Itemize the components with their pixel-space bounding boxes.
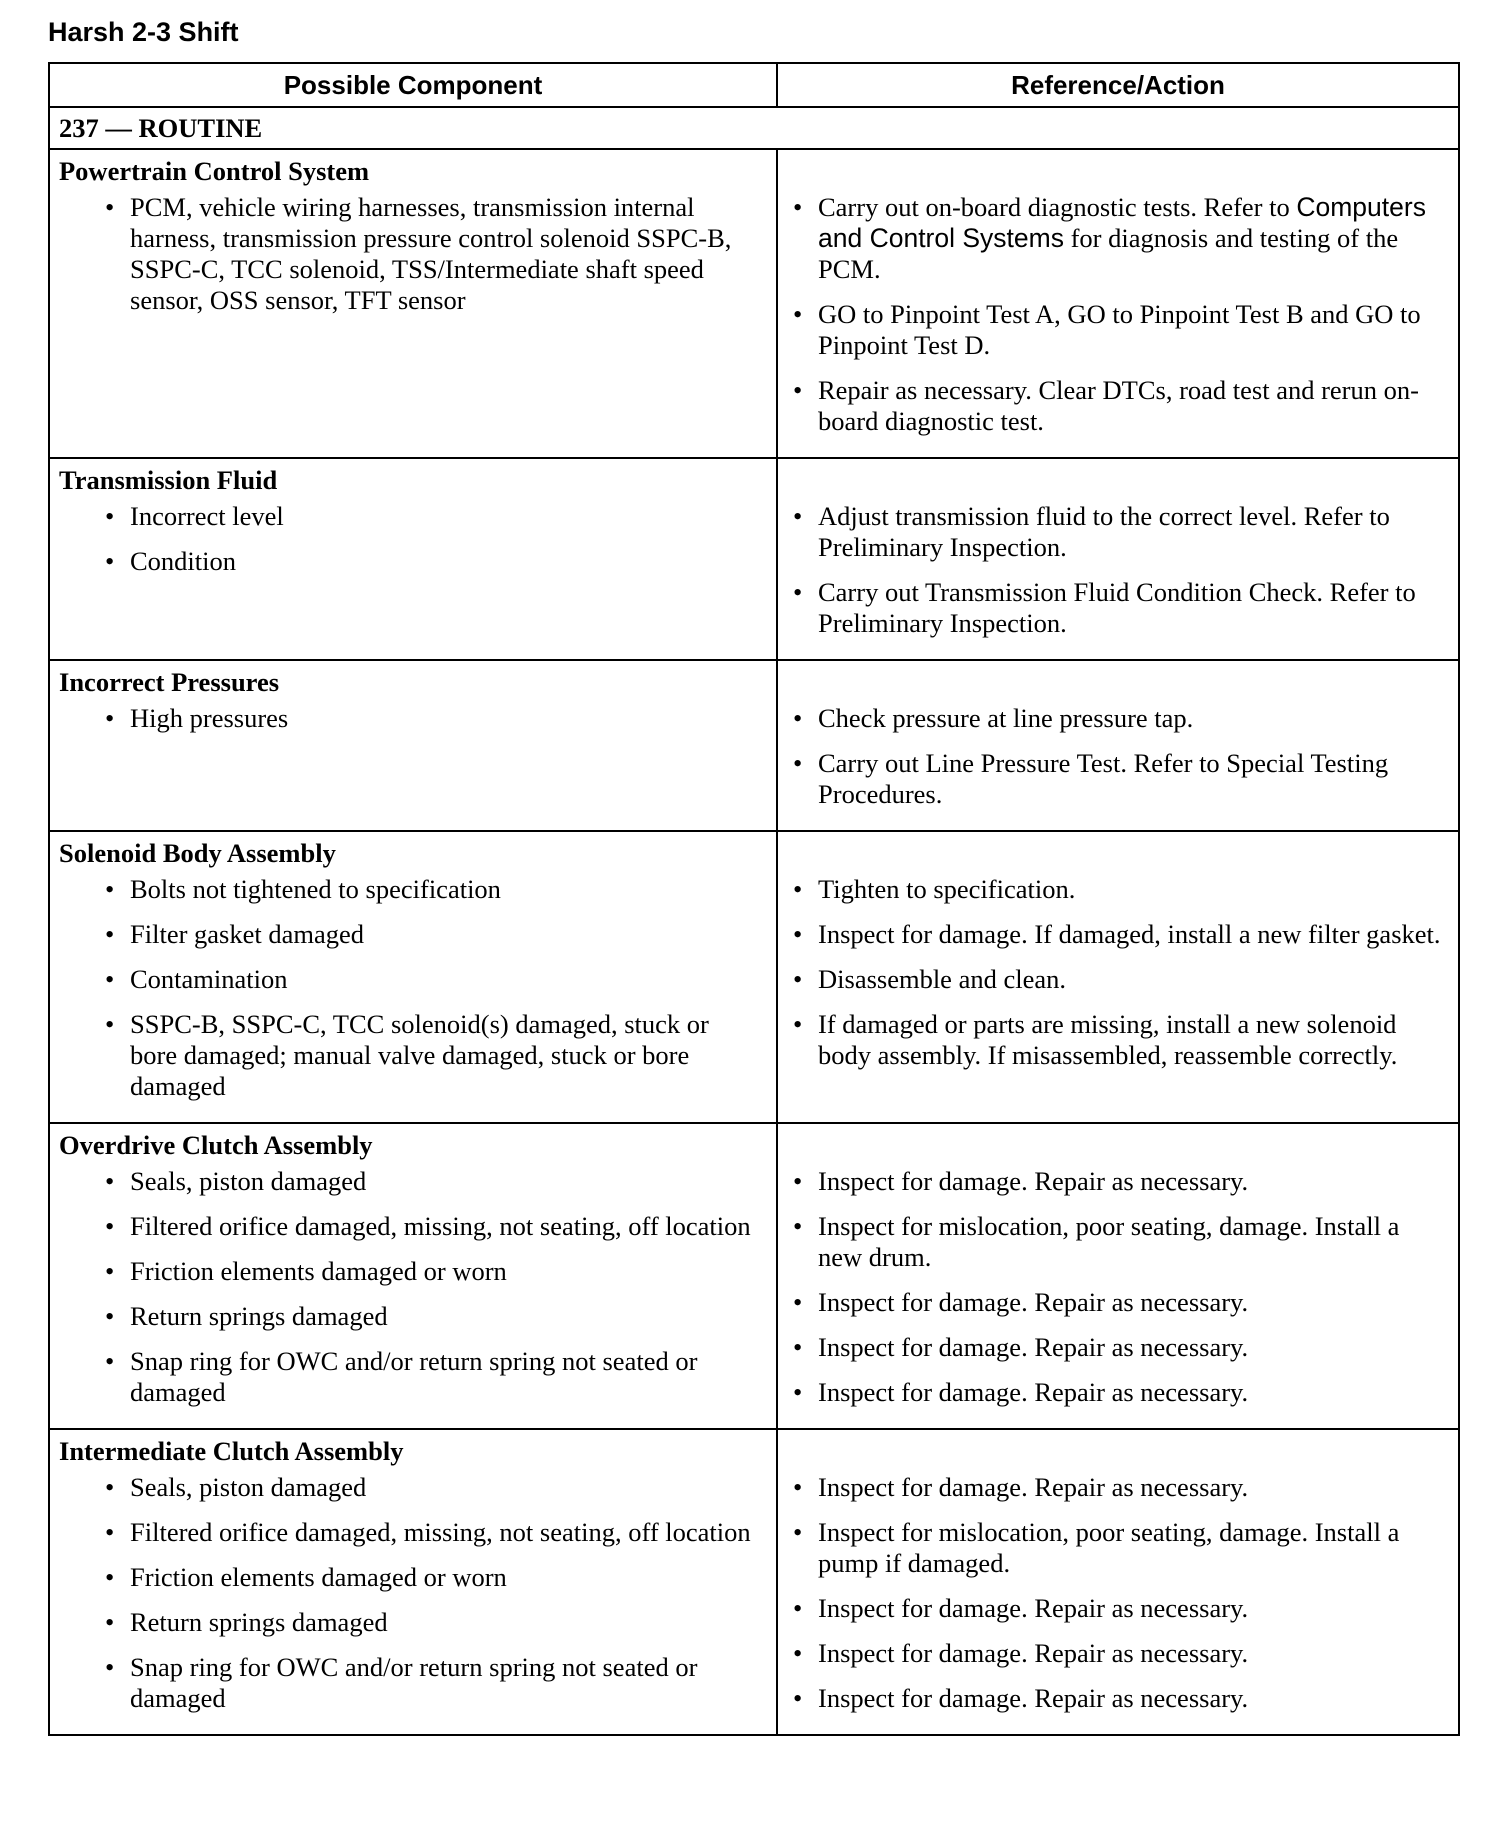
column-header-component: Possible Component: [49, 63, 777, 107]
table-body: [49, 107, 1459, 1735]
action-item: • Inspect for damage. Repair as necessary.: [778, 1166, 1458, 1197]
action-item: • Inspect for damage. Repair as necessary.: [778, 1287, 1458, 1318]
component-list: [50, 869, 776, 1122]
component-item: • Snap ring for OWC and/or return spring not seated or damaged: [50, 1346, 776, 1408]
section-title: Powertrain Control System: [59, 156, 370, 186]
component-list: [50, 187, 776, 336]
component-item: • Return springs damaged: [50, 1607, 776, 1638]
action-item: • Inspect for damage. Repair as necessary.: [778, 1472, 1458, 1503]
action-item: • Tighten to specification.: [778, 874, 1458, 905]
action-list: [778, 832, 1458, 1091]
component-item: • Seals, piston damaged: [50, 1472, 776, 1503]
component-item: • High pressures: [50, 703, 776, 734]
code-row: [49, 107, 1459, 149]
action-item: • Inspect for damage. Repair as necessary.: [778, 1638, 1458, 1669]
action-item: • Disassemble and clean.: [778, 964, 1458, 995]
action-list: [778, 661, 1458, 830]
action-item: • Repair as necessary. Clear DTCs, road test and rerun on-board diagnostic test.: [778, 375, 1458, 437]
action-item: • Inspect for damage. Repair as necessary.: [778, 1332, 1458, 1363]
action-item: • Carry out Transmission Fluid Condition Check. Refer to Preliminary Inspection.: [778, 577, 1458, 639]
action-cell: [777, 1429, 1459, 1735]
section-title: Incorrect Pressures: [59, 667, 280, 697]
component-item: • Return springs damaged: [50, 1301, 776, 1332]
component-item: • PCM, vehicle wiring harnesses, transmission internal harness, transmission pressure control solenoid SSPC-B, SSPC-C, TCC solenoid, TSS/Intermediate shaft speed sensor, OSS sensor, TFT sensor: [50, 192, 776, 316]
component-item: • Snap ring for OWC and/or return spring not seated or damaged: [50, 1652, 776, 1714]
action-item: • Inspect for damage. Repair as necessary.: [778, 1593, 1458, 1624]
action-list: [778, 1430, 1458, 1734]
action-item: • Inspect for damage. Repair as necessary.: [778, 1683, 1458, 1714]
action-list: [778, 1124, 1458, 1428]
action-text: Carry out on-board diagnostic tests. Refer to: [818, 192, 1297, 222]
component-cell: [49, 149, 777, 458]
table-header-row: [49, 63, 1459, 107]
section-title: Intermediate Clutch Assembly: [59, 1436, 404, 1466]
section-row-overdrive-clutch-assembly: [49, 1123, 1459, 1429]
action-item: [778, 192, 1458, 285]
component-cell: [49, 458, 777, 660]
action-list: [778, 150, 1458, 457]
action-item: • Inspect for damage. Repair as necessary.: [778, 1377, 1458, 1408]
action-cell: [777, 149, 1459, 458]
component-item: • Contamination: [50, 964, 776, 995]
action-item: • GO to Pinpoint Test A, GO to Pinpoint Test B and GO to Pinpoint Test D.: [778, 299, 1458, 361]
action-cell: [777, 1123, 1459, 1429]
diagnostic-table: [48, 62, 1460, 1736]
component-item: • Condition: [50, 546, 776, 577]
component-item: • Filtered orifice damaged, missing, not seating, off location: [50, 1517, 776, 1548]
page-title: Harsh 2-3 Shift: [48, 17, 239, 47]
component-cell: [49, 660, 777, 831]
manual-section-reference: Computers and Control Systems: [818, 192, 1426, 253]
action-item: • Adjust transmission fluid to the correct level. Refer to Preliminary Inspection.: [778, 501, 1458, 563]
section-row-incorrect-pressures: [49, 660, 1459, 831]
section-title: Solenoid Body Assembly: [59, 838, 336, 868]
section-row-solenoid-body-assembly: [49, 831, 1459, 1123]
action-item: • Inspect for mislocation, poor seating, damage. Install a new drum.: [778, 1211, 1458, 1273]
action-list: [778, 459, 1458, 659]
action-item: • If damaged or parts are missing, install a new solenoid body assembly. If misassembled, reassemble correctly.: [778, 1009, 1458, 1071]
action-cell: [777, 831, 1459, 1123]
component-list: [50, 698, 776, 754]
document-page: [48, 14, 1458, 1736]
section-title: Overdrive Clutch Assembly: [59, 1130, 373, 1160]
component-item: • Incorrect level: [50, 501, 776, 532]
component-item: • Seals, piston damaged: [50, 1166, 776, 1197]
component-item: • SSPC-B, SSPC-C, TCC solenoid(s) damaged, stuck or bore damaged; manual valve damaged, stuck or bore damaged: [50, 1009, 776, 1102]
section-row-powertrain-control-system: [49, 149, 1459, 458]
action-item: • Inspect for mislocation, poor seating, damage. Install a pump if damaged.: [778, 1517, 1458, 1579]
routine-code: 237 — ROUTINE: [49, 107, 1459, 149]
section-title: Transmission Fluid: [59, 465, 278, 495]
section-row-transmission-fluid: [49, 458, 1459, 660]
action-item: • Inspect for damage. If damaged, install a new filter gasket.: [778, 919, 1458, 950]
action-item: • Check pressure at line pressure tap.: [778, 703, 1458, 734]
component-item: • Friction elements damaged or worn: [50, 1256, 776, 1287]
component-cell: [49, 1123, 777, 1429]
action-item: • Carry out Line Pressure Test. Refer to Special Testing Procedures.: [778, 748, 1458, 810]
action-cell: [777, 660, 1459, 831]
section-row-intermediate-clutch-assembly: [49, 1429, 1459, 1735]
component-list: [50, 496, 776, 597]
component-item: • Friction elements damaged or worn: [50, 1562, 776, 1593]
component-cell: [49, 1429, 777, 1735]
component-cell: [49, 831, 777, 1123]
column-header-action: Reference/Action: [777, 63, 1459, 107]
action-text: for diagnosis and testing of the PCM.: [818, 223, 1399, 284]
component-item: • Bolts not tightened to specification: [50, 874, 776, 905]
component-item: • Filter gasket damaged: [50, 919, 776, 950]
component-item: • Filtered orifice damaged, missing, not seating, off location: [50, 1211, 776, 1242]
action-cell: [777, 458, 1459, 660]
component-list: [50, 1161, 776, 1428]
component-list: [50, 1467, 776, 1734]
